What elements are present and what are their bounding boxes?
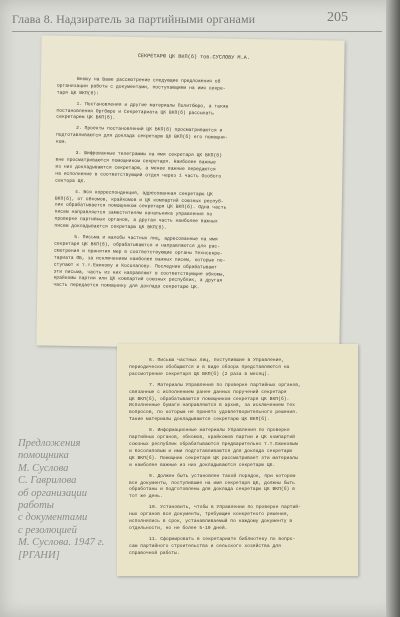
page-number: 205 <box>327 10 348 25</box>
archival-document-page-1 <box>36 35 344 350</box>
document-paragraph: 2. Проекты постановлений ЦК ВКП(б) просматриваются и подготавливаются для доклада секретарю ЦК ВКП(б) его помощни- ком. <box>55 126 228 145</box>
header-divider <box>12 31 382 32</box>
document-paragraph: 8. Информационные материалы Управления по проверке партийных органов, обкомов, крайкомов партии и ЦК компартий союзных республик обрабатываются предварительно т.т.Ежиковым и Косолаповым и ими подготавливаются для доклада секретарю ЦК ВКП(б). Помощник секретаря ЦК рассматривает эти материалы и наиболее важные из них докладываются секретарю ЦК. <box>129 428 298 468</box>
document-paragraph: 3. Шифрованные телеграммы на имя секретаря ЦК ВКП(б) вне просматриваются помощником секретаря. Наиболее важные из них докладываются секретарю, а менее важные передаются на исполнение в соответствующий отдел через 1 часть Особого сектора ЦК. <box>55 151 222 184</box>
figure-caption <box>18 438 113 562</box>
caption-line: Предложения <box>18 438 81 449</box>
document-paragraph: 10. Установить, чтобы в Управлении по проверке партий- ных органов все документы, требующие конкретного решения, исполнялись в срок, устанавливаемый по каждому документу в отдельности, но не более 5-10 дней. <box>129 505 301 531</box>
document-paragraph: Вношу на Ваше рассмотрение следующие предложения об организации работы с документами, поступающими на имя секре- таря ЦК ВКП(б): <box>56 76 226 97</box>
caption-line: С. Гаврилова <box>18 475 77 487</box>
document-paragraph: 1. Постановления и другие материалы Политбюро, а также постановления Оргбюро и Секретариата ЦК ВКП(б) рассылать секретарем ЦК ВКП(б). <box>56 101 229 122</box>
document-heading: СЕКРЕТАРЮ ЦК ВКП(б) тов.СУСЛОВУ М.А. <box>137 53 250 62</box>
caption-line: М. Суслова. 1947 г. <box>18 537 105 549</box>
book-spine-edge <box>386 0 400 617</box>
caption-line: работы <box>18 500 54 512</box>
archival-document-page-2 <box>117 344 358 576</box>
chapter-title: Глава 8. Надзиратель за партийными органами <box>12 12 256 26</box>
caption-line: М. Суслова <box>18 462 69 474</box>
document-paragraph: 11. Сформировать в секретариате библиотеку по вопро- сам партийного строительства и сельского хозяйства для справочной работы. <box>129 536 296 556</box>
caption-line: помощника <box>18 450 69 462</box>
caption-line: [РГАНИ] <box>18 549 60 561</box>
caption-line: с резолюцией <box>18 524 77 536</box>
caption-line: об организации <box>18 487 88 499</box>
document-paragraph: 9. Должен быть установлен такой порядок, при котором все документы, поступившие на имя секретаря ЦК, должны быть обработаны и подготовлены для доклада секретарю ЦК ВКП(б) в тот же день. <box>129 473 296 500</box>
document-paragraph: 5. Письма и жалобы частных лиц, адресованные на имя секретаря ЦК ВКП(б), обрабатываются и направляются для рас- смотрения и принятия мер в соответствующие органы Технсекре- тариата ОБ, за исключением наиболее важных писем, которые по- ступают к т.т.Ежикову и Косолапову. Последние обрабатывают эти письма, часть из них направляют в соответствующие обкомы, крайкомы партии или ЦК компартий союзных республик, а другая часть передается помощнику для доклада секретарю ЦК. <box>53 235 226 291</box>
document-paragraph: 6. Письма частных лиц, поступившие в Управление, периодически обобщаются и в виде обзора представляются на рассмотрение секретаря ЦК ВКП(б) (2 раза в месяц). <box>129 358 290 377</box>
document-paragraph: 4. Вся корреспонденция, адресованная секретарю ЦК ВКП(б), от обкомов, крайкомов и ЦК компартий союзных респуб- лик обрабатывается помощником секретаря ЦК ВКП(б). Одна часть писем направляется заместителям начальника управления по проверке партийных органов, а другая часть наиболее важных писем докладывается секретарю ЦК ВКП(б). <box>54 189 227 231</box>
caption-line: с документами <box>18 512 88 524</box>
document-paragraph: 7. Материалы Управления по проверке партийных органов, связанные с исполнением ранее данных поручений секретаря ЦК ВКП(б), обрабатываются помощником секретаря ЦК ВКП(б). Исполненные бумаги направляются в архив, за исключением тех вопросов, по которым не принято удовлетворительного решения. Такие материалы докладываются секретарю ЦК ВКП(б). <box>129 382 301 423</box>
